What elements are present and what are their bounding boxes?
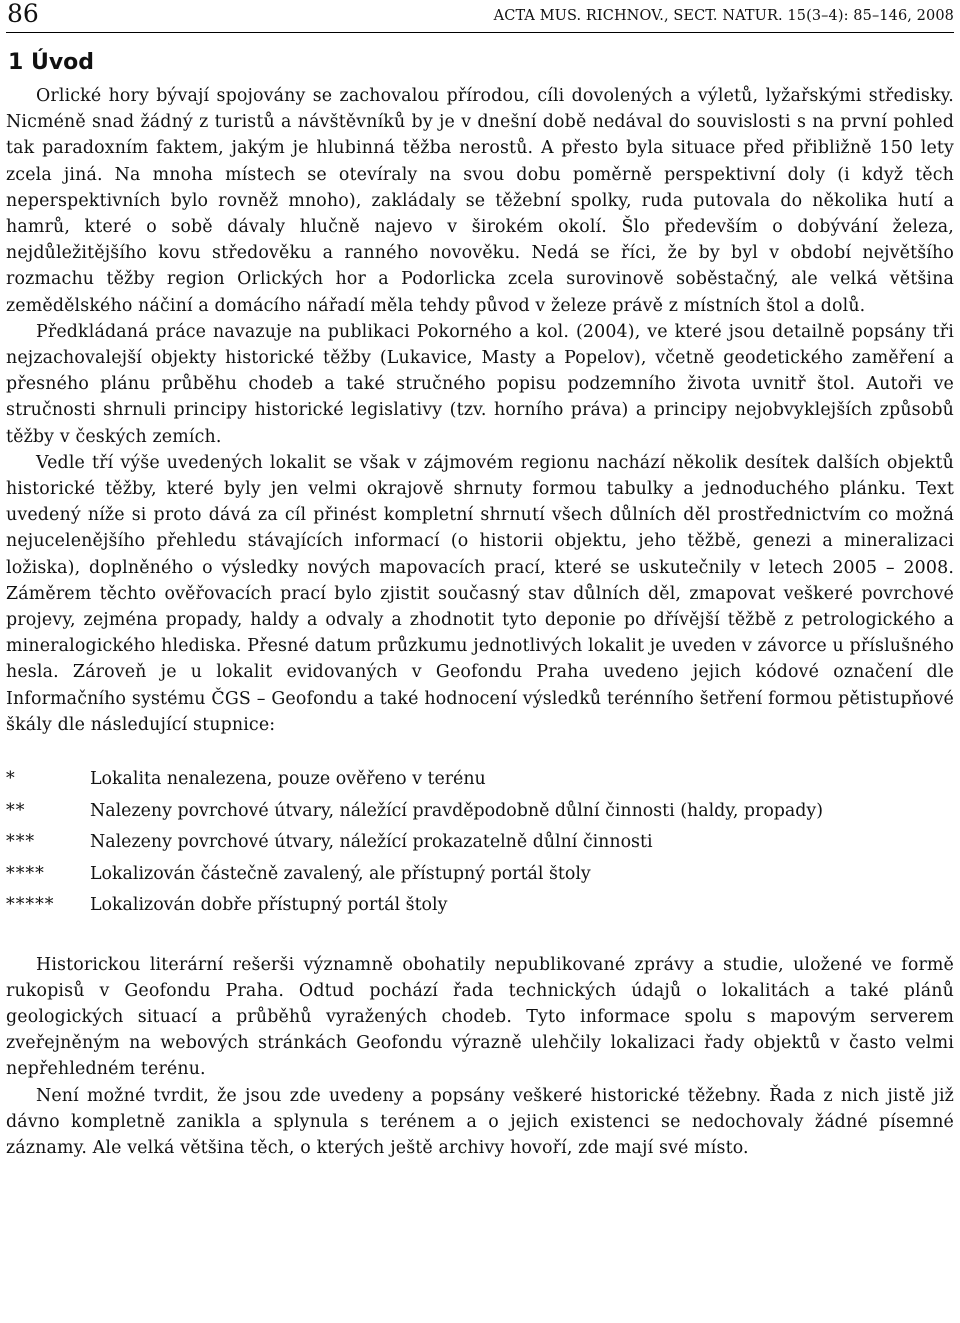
- star-rating: *: [6, 769, 16, 790]
- page-number: 86: [7, 0, 39, 28]
- section-title: 1 Úvod: [8, 50, 95, 75]
- paragraph: Předkládaná práce navazuje na publikaci Pokorného a kol. (2004), ve které jsou detailně popsány tři nejzachovalejší objekty historické těžby (Lukavice, Masty a Popelov), včetně geodetického zaměření a přesného plánu průběhu chodeb a také stručného popisu podzemního života uvnitř štol. Autoři ve stručnosti shrnuli principy historické legislativy (tzv. horního práva) a principy nejobvyklejších způsobů těžby v českých zemích.: [6, 321, 954, 447]
- star-rating: **: [6, 800, 26, 821]
- list-item: [6, 827, 954, 859]
- star-rating: *****: [6, 895, 55, 916]
- list-item: [6, 859, 954, 891]
- star-rating: ****: [6, 863, 45, 884]
- rating-description: Nalezeny povrchové útvary, náležící pravděpodobně důlní činnosti (haldy, propady): [90, 800, 824, 821]
- rating-scale-list: [6, 764, 954, 922]
- rating-description: Lokalizován dobře přístupný portál štoly: [90, 895, 448, 916]
- list-item: [6, 764, 954, 796]
- list-item: [6, 796, 954, 828]
- introduction-text: [6, 83, 954, 738]
- closing-text: [6, 952, 954, 1162]
- running-header: [6, 0, 954, 33]
- paragraph: Vedle tří výše uvedených lokalit se však v zájmovém regionu nachází několik desítek dalších objektů historické těžby, které byly jen velmi okrajově shrnuty formou tabulky a jednoduchého plánku. Text uvedený níže si proto dává za cíl přinést kompletní shrnutí všech důlních děl prostřednictvím co možná nejucelenějšího přehledu stávajících informací (o historii objektu, jeho těžbě, genezi a mineralizaci ložiska), doplněného o výsledky nových mapovacích prací, které se uskutečnily v letech 2005 – 2008. Záměrem těchto ověřovacích prací bylo zjistit současný stav důlních děl, zmapovat veškeré povrchové projevy, zejména propady, haldy a odvaly a zhodnotit tyto deponie po dřívější těžbě z petrologického a mineralogického hlediska. Přesné datum průzkumu jednotlivých lokalit je uveden v závorce u příslušného hesla. Zároveň je u lokalit evidovaných v Geofondu Praha uvedeno jejich kódové označení dle Informačního systému ČGS – Geofondu a také hodnocení výsledků terénního šetření formou pětistupňové škály dle následující stupnice:: [6, 452, 954, 735]
- paragraph: Historickou literární rešerši významně obohatily nepublikované zprávy a studie, uložené ve formě rukopisů v Geofondu Praha. Odtud pochází řada technických údajů o lokalitách a také plánů geologických situací a průběhů vyražených chodeb. Tyto informace spolu s mapovým serverem zveřejněným na webových stránkách Geofondu výrazně ulehčily lokalizaci řady objektů v často velmi nepřehledném terénu.: [6, 954, 954, 1080]
- list-item: [6, 890, 954, 922]
- star-rating: ***: [6, 832, 36, 853]
- rating-description: Nalezeny povrchové útvary, náležící prokazatelně důlní činnosti: [90, 832, 653, 853]
- rating-description: Lokalita nenalezena, pouze ověřeno v terénu: [90, 769, 486, 790]
- paragraph: Není možné tvrdit, že jsou zde uvedeny a popsány veškeré historické těžebny. Řada z nich jistě již dávno kompletně zanikla a splynula s terénem a o jejich existenci se nedochovaly žádné písemné záznamy. Ale velká většina těch, o kterých ještě archivy hovoří, zde mají své místo.: [6, 1085, 954, 1158]
- journal-citation: ACTA MUS. RICHNOV., SECT. NATUR. 15(3–4): 85–146, 2008: [493, 8, 954, 24]
- rating-description: Lokalizován částečně zavalený, ale přístupný portál štoly: [90, 863, 591, 884]
- paragraph: Orlické hory bývají spojovány se zachovalou přírodou, cíli dovolených a výletů, lyžařskými středisky. Nicméně snad žádný z turistů a návštěvníků by je v dnešní době nedával do souvislosti s na první pohled tak paradoxním faktem, jakým je hlubinná těžba nerostů. A přesto byla situace před přibližně 150 lety zcela jiná. Na mnoha místech se otevíraly na svou dobu poměrně perspektivní doly (i když těch neperspektivních bylo rovněž mnoho), zakládaly se těžební spolky, ruda putovala do několika hutí a hamrů, které o sobě dávaly hlučně najevo v širokém okolí. Šlo především o dobývání železa, nejdůležitějšího kovu středověku a ranného novověku. Nedá se říci, že by byl v období největšího rozmachu těžby region Orlických hor a Podorlicka zcela surovinově soběstačný, ale velká většina zemědělského náčiní a domácího nářadí měla tehdy původ v železe právě z místních štol a dolů.: [6, 86, 954, 316]
